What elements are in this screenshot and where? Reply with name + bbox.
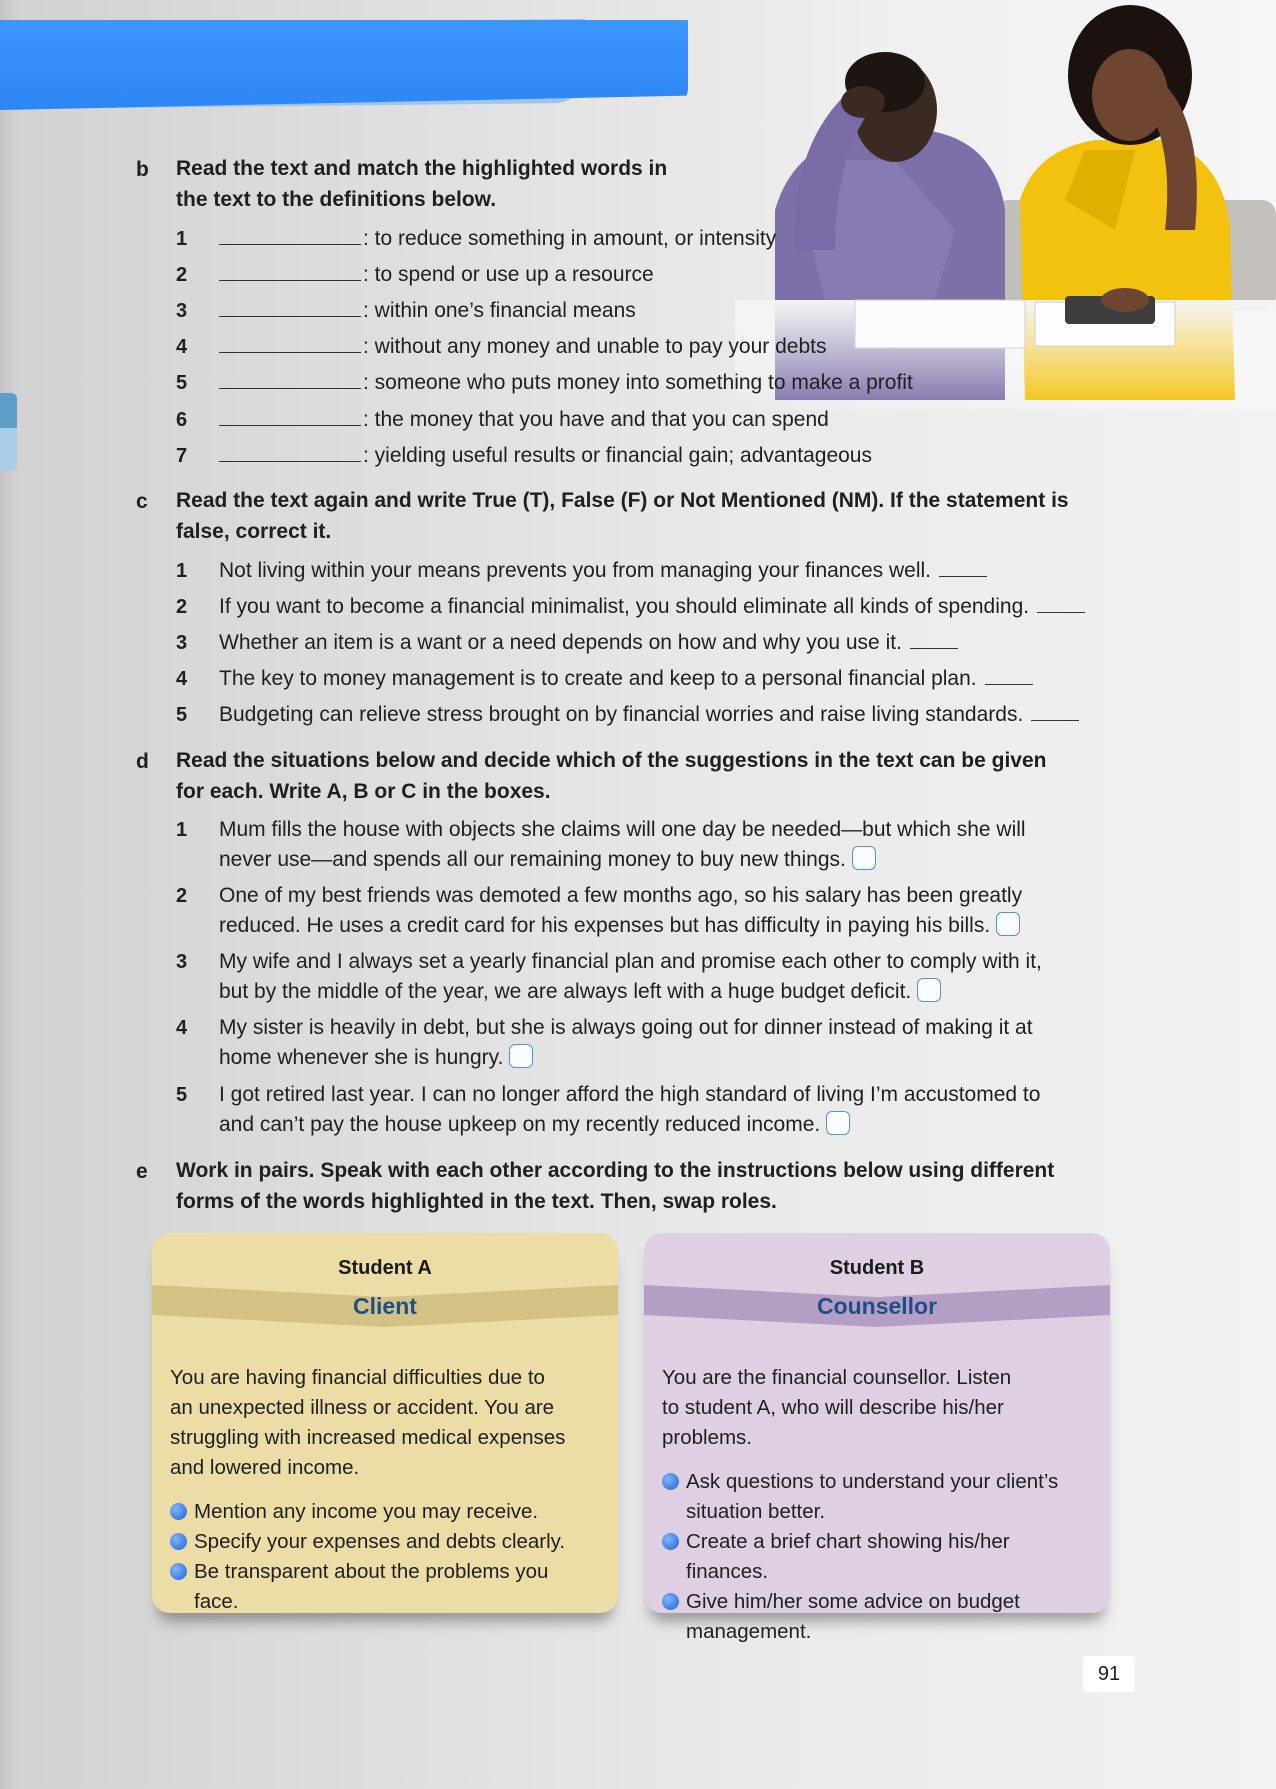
answer-box[interactable] [509,1044,533,1068]
item-number: 5 [176,704,188,726]
card-bullet [170,1557,604,1617]
definition-text: : without any money and unable to pay your debts [363,335,827,358]
definition-text: : to spend or use up a resource [363,263,654,286]
card-title: Student B [829,1257,925,1279]
section-letter: d [136,750,149,773]
section-instruction [176,153,667,215]
answer-blank[interactable] [219,224,361,245]
card-role: Client [353,1293,417,1319]
answer-blank[interactable] [985,670,1033,685]
bullet-dot-icon [662,1533,679,1550]
card-body [170,1363,604,1617]
bullet-text: face. [194,1590,239,1613]
bullet-text: Ask questions to understand your client’s [686,1470,1059,1493]
item-number: 4 [176,336,188,358]
bullet-dot-icon [662,1473,679,1490]
situation-text: reduced. He uses a credit card for his expenses but has difficulty in paying his bills. [219,914,991,937]
definition-text: : within one’s financial means [363,299,636,322]
situation-text: never use—and spends all our remaining money to buy new things. [219,848,846,871]
situation-text: My wife and I always set a yearly financial plan and promise each other to comply with it, [219,950,1042,973]
student-b-card [644,1233,1110,1643]
answer-blank[interactable] [219,332,361,353]
bullet-dot-icon [170,1533,187,1550]
card-body-line: and lowered income. [170,1456,360,1479]
bullet-text: Mention any income you may receive. [194,1500,539,1523]
statement-text: Whether an item is a want or a need depends on how and why you use it. [219,631,902,654]
instruction-line: for each. Write A, B or C in the boxes. [176,780,551,803]
card-bullet-list [170,1497,604,1617]
item-number: 5 [176,372,188,394]
section-instruction [176,1155,1054,1217]
bullet-text: Specify your expenses and debts clearly. [194,1530,566,1553]
bullet-text: management. [686,1620,812,1643]
item-number: 5 [176,1084,188,1106]
section-letter: e [136,1160,148,1183]
item-number: 1 [176,560,188,582]
instruction-line: Work in pairs. Speak with each other according to the instructions below using different [176,1159,1055,1182]
card-bullet-list [662,1467,1096,1647]
card-bullet [662,1467,1096,1527]
answer-box[interactable] [917,978,941,1002]
situation-text: I got retired last year. I can no longer afford the high standard of living I’m accustomed to [219,1083,1041,1106]
situation-text: Mum fills the house with objects she claims will one day be needed—but which she will [219,818,1026,841]
bullet-dot-icon [170,1563,187,1580]
card-body [662,1363,1096,1647]
card-body-line: to student A, who will describe his/her [662,1396,1004,1419]
card-body-line: You are the financial counsellor. Listen [662,1366,1012,1389]
bullet-text: situation better. [686,1500,826,1523]
item-number: 3 [176,632,188,654]
section-letter: b [136,158,149,181]
page-number: 91 [1083,1656,1135,1692]
item-number: 6 [176,409,188,431]
bullet-text: Create a brief chart showing his/her [686,1530,1010,1553]
bullet-text: finances. [686,1560,769,1583]
statement-text: Budgeting can relieve stress brought on by financial worries and raise living standards. [219,703,1024,726]
definition-text: : yielding useful results or financial gain; advantageous [363,444,872,467]
item-number: 4 [176,668,188,690]
situation-text: but by the middle of the year, we are always left with a huge budget deficit. [219,980,912,1003]
bullet-text: Be transparent about the problems you [194,1560,549,1583]
item-number: 7 [176,445,188,467]
statement-text: If you want to become a financial minimalist, you should eliminate all kinds of spending. [219,595,1030,618]
item-number: 2 [176,264,188,286]
card-body-line: You are having financial difficulties due to [170,1366,545,1389]
section-instruction [176,745,1046,807]
item-number: 1 [176,819,188,841]
answer-blank[interactable] [1031,706,1079,721]
student-a-card [152,1233,618,1613]
card-body-line: struggling with increased medical expenses [170,1426,566,1449]
definition-text: : the money that you have and that you can spend [363,408,829,431]
item-number: 2 [176,596,188,618]
section-instruction [176,485,1069,547]
situation-text: One of my best friends was demoted a few months ago, so his salary has been greatly [219,884,1023,907]
bullet-text: Give him/her some advice on budget [686,1590,1020,1613]
item-number: 1 [176,228,188,250]
item-number: 4 [176,1017,188,1039]
card-title: Student A [338,1257,432,1279]
answer-box[interactable] [996,912,1020,936]
card-body-line: an unexpected illness or accident. You are [170,1396,555,1419]
answer-blank[interactable] [219,441,361,462]
card-bullet [170,1497,604,1527]
instruction-line: false, correct it. [176,520,332,543]
item-number: 3 [176,300,188,322]
bullet-dot-icon [662,1593,679,1610]
side-tab-marker [0,393,17,471]
item-number: 3 [176,951,188,973]
statement-text: Not living within your means prevents you from managing your finances well. [219,559,932,582]
answer-box[interactable] [852,846,876,870]
instruction-line: the text to the definitions below. [176,188,497,211]
answer-blank[interactable] [1037,598,1085,613]
card-bullet [662,1587,1096,1647]
definition-text: : to reduce something in amount, or intensity [363,227,777,250]
card-bullet [170,1527,604,1557]
card-bullet [662,1527,1096,1587]
definition-text: : someone who puts money into something to make a profit [363,371,913,394]
answer-blank[interactable] [910,634,958,649]
answer-blank[interactable] [219,260,361,281]
answer-blank[interactable] [219,296,361,317]
answer-blank[interactable] [219,405,361,426]
situation-text: My sister is heavily in debt, but she is always going out for dinner instead of making it at [219,1016,1033,1039]
answer-box[interactable] [826,1111,850,1135]
situation-text: and can’t pay the house upkeep on my recently reduced income. [219,1113,821,1136]
item-number: 2 [176,885,188,907]
situation-text: home whenever she is hungry. [219,1046,504,1069]
instruction-line: Read the situations below and decide which of the suggestions in the text can be given [176,749,1047,772]
bullet-dot-icon [170,1503,187,1520]
page-edge-shadow [0,0,18,1789]
instruction-line: forms of the words highlighted in the text. Then, swap roles. [176,1190,777,1213]
answer-blank[interactable] [219,368,361,389]
header-banner [0,20,688,110]
card-role: Counsellor [816,1293,938,1319]
statement-text: The key to money management is to create and keep to a personal financial plan. [219,667,977,690]
instruction-line: Read the text and match the highlighted words in [176,157,668,180]
answer-blank[interactable] [939,562,987,577]
card-body-line: problems. [662,1426,753,1449]
instruction-line: Read the text again and write True (T), False (F) or Not Mentioned (NM). If the statement is [176,489,1069,512]
section-letter: c [136,490,148,513]
